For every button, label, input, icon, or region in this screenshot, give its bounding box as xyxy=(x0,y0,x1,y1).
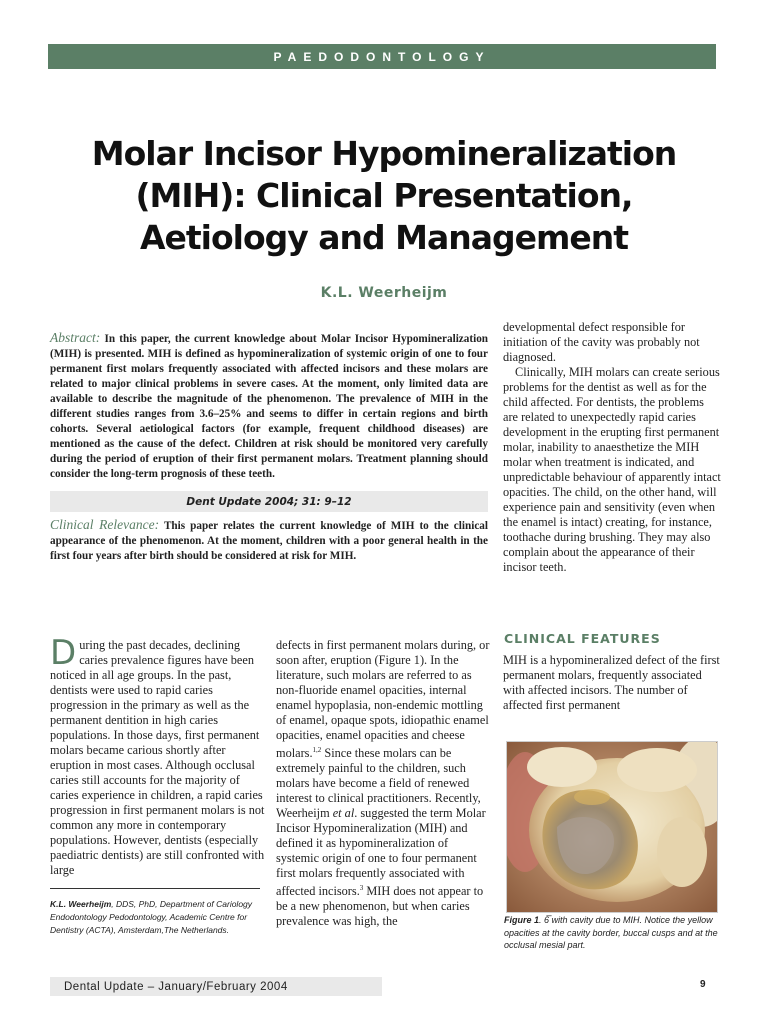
clinical-relevance-text: This paper relates the current knowledge of MIH to the clinical appearance of the phenomenon. At the moment, children with a poor general health in the first four years after birth should be considered at risk for MIH. xyxy=(50,520,488,562)
body-paragraph: MIH is a hypomineralized defect of the first permanent molars, frequently associated with affected incisors. The number of affected first permanent xyxy=(503,653,720,712)
abstract-text: In this paper, the current knowledge about Molar Incisor Hypomineralization (MIH) is presented. MIH is defined as hypomineralization of systemic origin of one to four permanent first molars frequently associated with affected incisors and these molars are related to major clinical problems in severe cases. At the moment, only limited data are available to describe the magnitude of the phenomenon. The prevalence of MIH in the different studies ranges from 3.6–25% and seems to differ in certain regions and birth cohorts. Several aetiological factors (for example, frequent childhood diseases) are mentioned as the cause of the defect. Children at risk should be monitored very carefully during the period of eruption of their first permanent molars. Treatment planning should consider the long-term prognosis of these teeth. xyxy=(50,333,489,480)
section-heading-clinical-features: CLINICAL FEATURES xyxy=(504,631,661,646)
body-column-1 xyxy=(50,633,266,878)
body-column-2 xyxy=(276,638,492,929)
tooth-photo-illustration xyxy=(507,742,717,912)
author-affiliation xyxy=(50,888,260,937)
title-line: Aetiology and Management xyxy=(139,218,629,257)
body-text: . suggested the term Molar Incisor Hypomineralization (MIH) and defined it as hypomineralization of systemic origin of one to four permanent first molars frequently associated with affected incisors. xyxy=(276,806,486,899)
abstract-label: Abstract: xyxy=(50,330,101,345)
body-paragraph: Clinically, MIH molars can create serious problems for the dentist as well as for the child affected. For dentists, the problems are related to unexpectedly rapid caries development in the erupting first permanent molar, inability to anaesthetize the MIH molar when treatment is indicated, and unpredictable behaviour of apparently intact opacities. The child, on the other hand, will experience pain and sensitivity (even when the enamel is intact) creating, for instance, toothache during brushing. They may also complain about the appearance of their incisor teeth. xyxy=(503,365,721,574)
footer-journal: Dental Update – January/February 2004 xyxy=(64,980,288,993)
body-paragraph: developmental defect responsible for initiation of the cavity was probably not diagnosed. xyxy=(503,320,700,364)
affiliation-name: K.L. Weerheijm xyxy=(50,899,112,909)
body-paragraph: uring the past decades, declining caries prevalence figures have been noticed in all age groups. In the past, dentists were used to rapid caries progression in the primary as well as the permanent dentition in high caries populations. In those days, first permanent molars became carious shortly after eruption in most cases. Although occlusal caries still accounts for the majority of caries experience in children, a rapid caries progression in first permanent molars is not common any more in contemporary populations. However, dentists (especially paediatric dentists) are still confronted with large xyxy=(50,638,265,877)
body-text: defects in first permanent molars during, or soon after, eruption (Figure 1). In the literature, such molars are referred to as non-fluoride enamel opacities, internal enamel hypoplasia, non-endemic mottling of enamel, opaque spots, idiopathic enamel opacities, enamel opacities and cheese molars. xyxy=(276,638,490,761)
section-label: PAEDODONTOLOGY xyxy=(273,49,491,64)
section-banner xyxy=(48,44,716,69)
drop-cap: D xyxy=(50,633,77,673)
title-line: (MIH): Clinical Presentation, xyxy=(135,176,633,215)
clinical-relevance xyxy=(50,517,488,564)
figure-caption xyxy=(504,914,718,952)
citation-bar xyxy=(50,491,488,512)
citation-superscript: 1,2 xyxy=(312,746,322,754)
citation-superscript: 3 xyxy=(359,884,364,893)
figure-label: Figure 1 xyxy=(504,915,540,925)
author-byline: K.L. Weerheijm xyxy=(320,285,448,301)
body-column-3-top xyxy=(503,320,721,575)
page-number: 9 xyxy=(700,979,706,990)
citation-text: Dent Update 2004; 31: 9–12 xyxy=(186,495,352,508)
et-al: et al xyxy=(332,806,355,821)
abstract xyxy=(50,330,488,482)
title-line: Molar Incisor Hypomineralization xyxy=(91,134,677,173)
body-text: Since these molars can be extremely painful to the children, such molars have become a field of renewed interest to clinical practitioners. Recently, Weerheijm xyxy=(276,746,481,821)
clinical-relevance-label: Clinical Relevance: xyxy=(50,517,160,532)
body-text: MIH does not appear to be a new phenomenon, but when caries prevalence was high, the xyxy=(276,884,484,929)
affiliation-details: , DDS, PhD, Department of Cariology Endodontology Pedodontology, Academic Centre for Dentistry (ACTA), Amsterdam,The Netherlands. xyxy=(50,899,253,935)
figure-image-molar xyxy=(506,741,718,913)
footer-bar xyxy=(50,977,382,996)
figure-caption-text: . 6̅ with cavity due to MIH. Notice the yellow opacities at the cavity border, buccal cusps and at the occlusal mesial part. xyxy=(504,915,718,950)
body-column-3-bottom xyxy=(503,653,721,713)
article-title xyxy=(40,133,728,259)
